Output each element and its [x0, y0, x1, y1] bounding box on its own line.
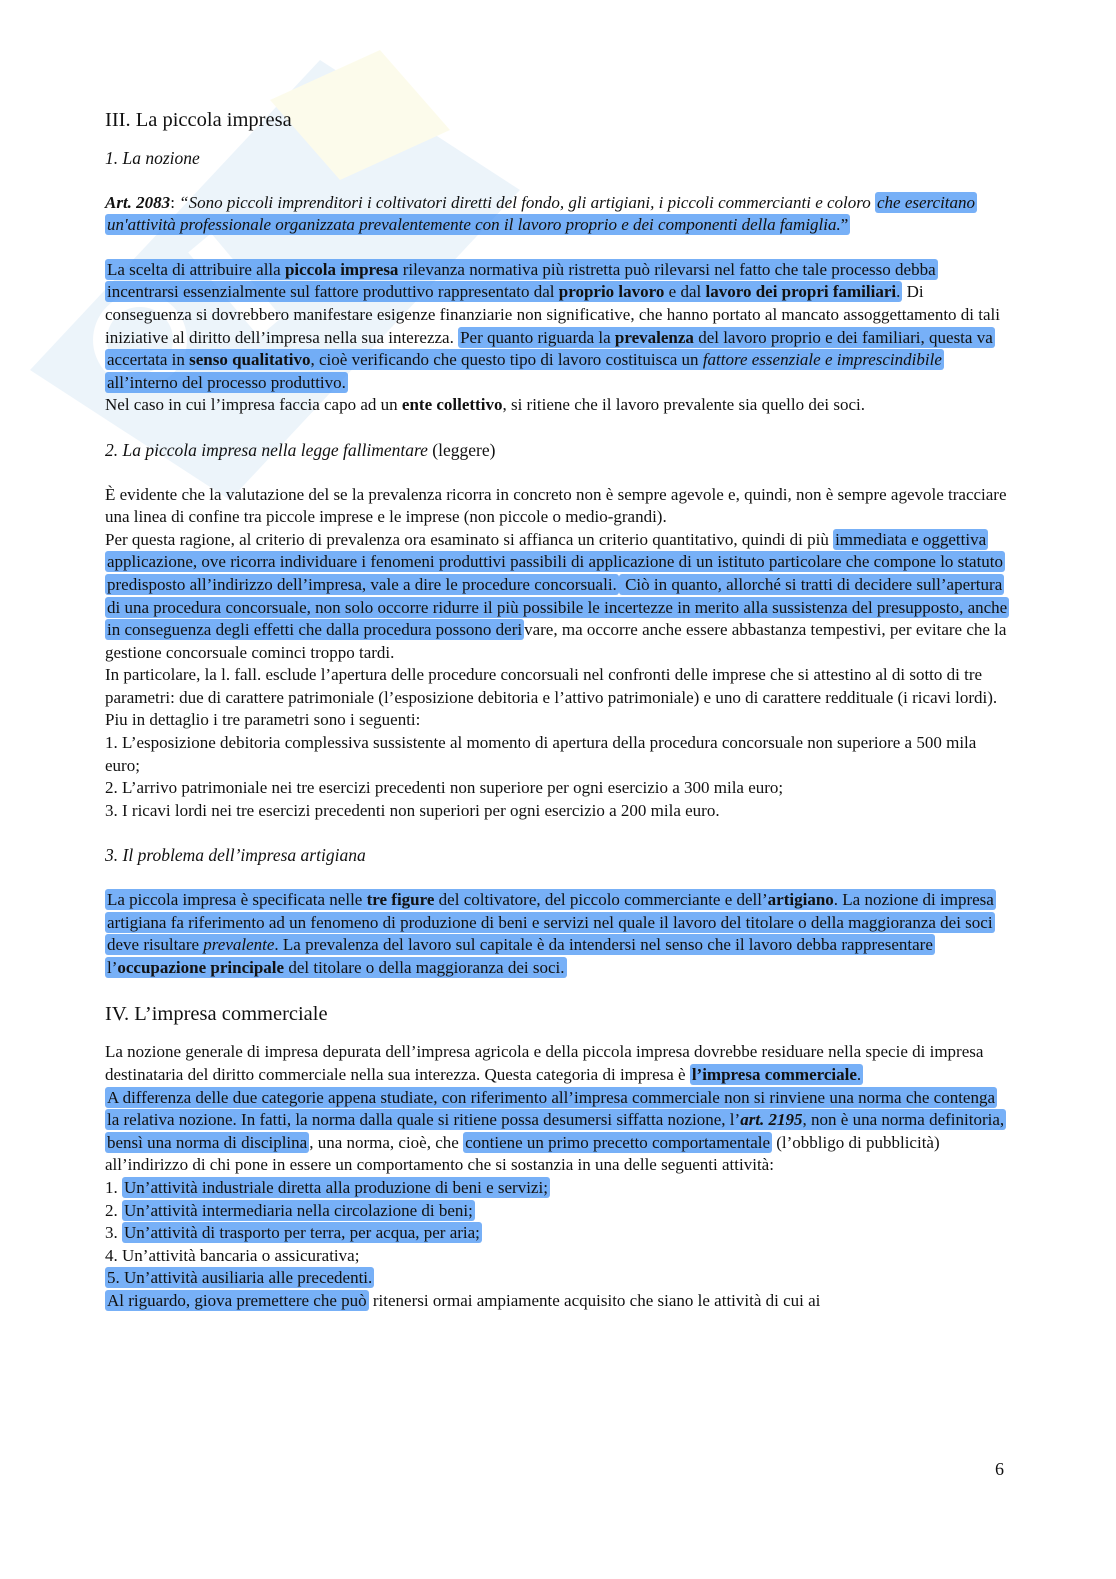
paragraph-nozione-generale: La nozione generale di impresa depurata dell’impresa agricola e della piccola impresa dovrebbe residuare nella specie di impresa destinataria del diritto commerciale nella sua interezza. Questa categoria di impresa è l’impresa commerciale. [105, 1042, 984, 1084]
article-2083-quote: Art. 2083: “Sono piccoli imprenditori i coltivatori diretti del fondo, gli artigiani, i piccoli commercianti e coloro che esercitano un'attività professionale organizzata prevalentemente con il lavoro proprio e dei componenti della famiglia.” [105, 192, 976, 235]
paragraph-dettaglio: Piu in dettaglio i tre parametri sono i seguenti: [105, 710, 421, 730]
paragraph-impresa-artigiana: La piccola impresa è specificata nelle tre figure del coltivatore, del piccolo commerciante e dell’artigiano. La nozione di impresa artigiana fa riferimento ad un fenomeno di produzione di beni e servizi nel quale il lavoro del titolare o della maggioranza dei soci deve risultare prevalente. La prevalenza del lavoro sul capitale è da intendersi nel senso che il lavoro debba rappresentare l’occupazione principale del titolare o della maggioranza dei soci. [107, 890, 994, 977]
list-item-parametro-2: 2. L’arrivo patrimoniale nei tre esercizi precedenti non superiore per ogni esercizio a 300 mila euro; [105, 778, 784, 798]
subsection-title-nozione: 1. La nozione [105, 148, 200, 168]
section-title-piccola-impresa: III. La piccola impresa [105, 109, 292, 131]
list-item-attivita-3: 3. Un’attività di trasporto per terra, per acqua, per aria; [105, 1223, 480, 1243]
page-content [105, 100, 1010, 1313]
list-item-parametro-3: 3. I ricavi lordi nei tre esercizi precedenti non superiori per ogni esercizio a 200 mila euro. [105, 800, 720, 820]
paragraph-al-riguardo: Al riguardo, giova premettere che può ritenersi ormai ampiamente acquisito che siano le attività di cui ai [107, 1290, 821, 1310]
subsection-title-impresa-artigiana: 3. Il problema dell’impresa artigiana [105, 845, 366, 866]
paragraph-art-2195: A differenza delle due categorie appena studiate, con riferimento all’impresa commerciale non si rinviene una norma che contenga la relativa nozione. In fatti, la norma dalla quale si ritiene possa desumersi siffatta nozione, l’art. 2195, non è una norma definitoria, bensì una norma di disciplina , una norma, cioè, che contiene un primo precetto comportamentale (l’obbligo di pubblicità) all’indirizzo di chi pone in essere un comportamento che si sostanzia in una delle seguenti attività: [105, 1087, 1005, 1175]
list-item-attivita-2: 2. Un’attività intermediaria nella circolazione di beni; [105, 1200, 473, 1220]
list-item-attivita-1: 1. Un’attività industriale diretta alla produzione di beni e servizi; [105, 1177, 548, 1197]
paragraph-criterio-quantitativo: Per questa ragione, al criterio di prevalenza ora esaminato si affianca un criterio quantitativo, quindi di più immediata e oggettiva applicazione, ove ricorra individuare i fenomeni produttivi passibili di applicazione di un istituto particolare che compone lo statuto predisposto all’indirizzo dell’impresa, vale a dire le procedure concorsuali. Ciò in quanto, allorché si tratti di decidere sull’apertura di una procedura concorsuale, non solo occorre ridurre il più possibile le incertezze in merito alla sussistenza del presupposto, anche in conseguenza degli effetti che dalla procedura possono deri vare, ma occorre anche essere abbastanza tempestivi, per evitare che la gestione concorsuale cominci troppo tardi. [105, 529, 1008, 662]
paragraph-ente-collettivo: Nel caso in cui l’impresa faccia capo ad un ente collettivo, si ritiene che il lavoro prevalente sia quello dei soci. [105, 395, 865, 415]
subsection-title-legge-fallimentare: 2. La piccola impresa nella legge fallimentare (leggere) [105, 439, 496, 460]
paragraph-parametri: In particolare, la l. fall. esclude l’apertura delle procedure concorsuali nel confronti delle imprese che si attestino al di sotto di tre parametri: due di carattere patrimoniale (l’esposizione debitoria e l’attivo patrimoniale) e uno di carattere reddituale (i ricavi lordi). [105, 665, 998, 707]
section-title-impresa-commerciale: IV. L’impresa commerciale [105, 1003, 328, 1026]
list-item-attivita-4: 4. Un’attività bancaria o assicurativa; [105, 1245, 360, 1265]
list-item-parametro-1: 1. L’esposizione debitoria complessiva sussistente al momento di apertura della procedura concorsuale non superiore a 500 mila euro; [105, 733, 977, 775]
paragraph-valutazione: È evidente che la valutazione del se la prevalenza ricorra in concreto non è sempre agevole e, quindi, non è sempre agevole tracciare una linea di confine tra piccole imprese e le imprese (non piccole o medio-grandi). [105, 484, 1007, 527]
list-item-attivita-5: 5. Un’attività ausiliaria alle precedenti. [107, 1268, 373, 1288]
page-number: 6 [995, 1459, 1004, 1479]
paragraph-nozione: La scelta di attribuire alla piccola impresa rilevanza normativa più ristretta può rilevarsi nel fatto che tale processo debba incentrarsi essenzialmente sul fattore produttivo rappresentato dal proprio lavoro e dal lavoro dei propri familiari. Di conseguenza si dovrebbero manifestare esigenze finanziarie non significative, che hanno portato al mancato assoggettamento di tali iniziative al diritto dell’impresa nella sua interezza. Per quanto riguarda la prevalenza del lavoro proprio e dei familiari, questa va accertata in senso qualitativo, cioè verificando che questo tipo di lavoro costituisca un fattore essenziale e imprescindibile all’interno del processo produttivo. [105, 259, 1000, 392]
